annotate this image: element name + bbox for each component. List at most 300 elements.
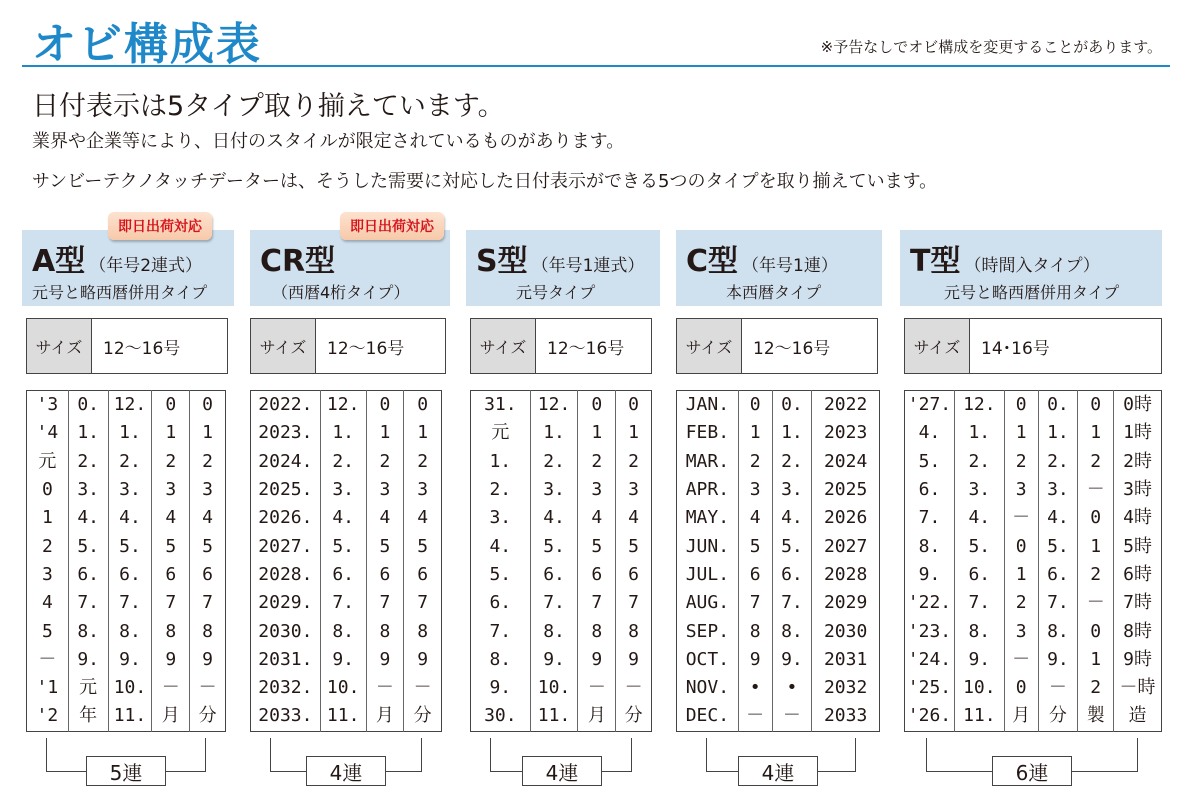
band-cell: 0 [1078,617,1114,645]
band-cell: 7 [366,589,404,617]
band-cell: 7時 [1114,589,1162,617]
band-cell: 5. [530,532,578,560]
band-cell: 2029 [812,589,880,617]
band-cell: 6. [320,561,366,589]
band-row [471,476,652,504]
band-cell: SEP. [685,620,730,642]
band-row [677,674,880,702]
band-cell: 12. [108,391,152,420]
band-cell: 4 [366,504,404,532]
band-row [471,702,652,731]
band-cell: 9. [772,646,812,674]
band-cell: 2029. [258,592,313,614]
band-cell: 4 [616,504,652,532]
band-cell: 1 [1078,419,1114,447]
band-row [251,391,442,420]
type-title-t [910,236,1100,280]
band-row [27,674,226,702]
band-cell: OCT. [685,648,730,670]
band-cell: 分 [1038,702,1078,731]
band-cell: 9時 [1114,646,1162,674]
band-cell: 月 [578,702,616,731]
band-cell: 6. [1038,561,1078,589]
band-cell: － [152,674,190,702]
band-cell: 4. [772,504,812,532]
band-cell: 3. [954,476,1004,504]
band-cell: 1 [190,419,226,447]
band-cell: '3 [36,394,59,416]
band-count-c: 4連 [738,756,818,786]
band-cell: 7 [190,589,226,617]
band-cell: 3. [68,476,108,504]
type-sub-c: 本西暦タイプ [726,283,822,302]
type-sub-cr: （西暦4桁タイプ） [272,283,410,302]
band-cell: 1 [404,419,442,447]
band-cell: 10. [530,674,578,702]
band-cell: 2023. [258,422,313,444]
band-row [677,532,880,560]
type-paren-t: （時間入タイプ） [964,256,1100,276]
band-cell: 2022. [258,394,313,416]
band-cell: 元 [38,450,57,472]
band-cell: 2 [1004,448,1038,476]
band-row [905,532,1162,560]
band-cell: 6. [530,561,578,589]
band-cell: 2. [954,448,1004,476]
type-header-cr [250,230,450,306]
band-cell: 9. [1038,646,1078,674]
band-row [251,448,442,476]
band-cell: 8. [954,617,1004,645]
band-cell: 5. [918,450,941,472]
band-row [905,617,1162,645]
band-cell: 6. [772,561,812,589]
band-cell: 2022 [812,391,880,420]
band-cell: MAR. [685,450,730,472]
band-cell: FEB. [685,422,730,444]
band-cell: 2. [68,448,108,476]
same-day-shipping-badge-cr: 即日出荷対応 [340,212,444,240]
band-cell: 年 [68,702,108,731]
band-cell: 6 [366,561,404,589]
band-row [27,589,226,617]
band-cell: 0 [152,391,190,420]
band-cell: 7. [489,620,512,642]
band-cell: 5 [190,532,226,560]
band-cell: 2. [489,479,512,501]
band-cell: 11. [954,702,1004,731]
type-title-c [686,236,838,280]
band-cell: 4 [152,504,190,532]
band-row [677,391,880,420]
band-row [677,561,880,589]
band-cell: 0 [578,391,616,420]
band-cell: 9 [152,646,190,674]
type-paren-c: （年号1連） [742,256,838,276]
band-cell: 4 [404,504,442,532]
band-cell: 0 [1004,532,1038,560]
band-row [905,561,1162,589]
band-row [677,419,880,447]
type-name-cr: CR型 [260,244,336,279]
band-cell: 3 [366,476,404,504]
band-cell: － [1004,646,1038,674]
band-cell: 2025 [812,476,880,504]
band-cell: 2 [190,448,226,476]
band-row [27,419,226,447]
band-cell: 7 [404,589,442,617]
band-row [905,702,1162,731]
band-cell: 11. [108,702,152,731]
band-cell: 8. [108,617,152,645]
band-row [251,617,442,645]
band-cell: 9 [404,646,442,674]
band-table-a [26,390,226,732]
band-row [905,504,1162,532]
size-box-a [26,318,228,374]
band-cell: － [1078,589,1114,617]
band-row [905,589,1162,617]
band-cell: 9 [366,646,404,674]
band-cell: MAY. [685,507,730,529]
band-cell: 1. [108,419,152,447]
type-title-a [32,236,202,280]
band-cell: 1 [1004,561,1038,589]
band-cell: '1 [36,677,59,699]
band-row [677,646,880,674]
intro-line-1: 業界や企業等により、日付のスタイルが限定されているものがあります。 [32,131,625,152]
band-cell: '2 [36,705,59,727]
band-cell: 9. [918,563,941,585]
band-cell: 9. [530,646,578,674]
band-cell: 8 [404,617,442,645]
band-cell: 10. [954,674,1004,702]
band-cell: • [772,674,812,702]
band-cell: 2 [1078,674,1114,702]
band-cell: 4 [738,504,772,532]
band-cell: 5時 [1114,532,1162,560]
band-cell: 9 [738,646,772,674]
band-cell: 3 [1004,617,1038,645]
band-cell: 2030 [812,617,880,645]
band-row [471,504,652,532]
band-cell: 2027 [812,532,880,560]
band-cell: 製 [1078,702,1114,731]
size-box-t [904,318,1162,374]
band-cell: 10. [108,674,152,702]
band-cell: 5. [954,532,1004,560]
band-cell: 9. [68,646,108,674]
band-cell: JAN. [685,394,730,416]
band-cell: 9 [578,646,616,674]
band-row [27,617,226,645]
band-table-c [676,390,880,732]
band-cell: 9 [616,646,652,674]
band-cell: 2023 [812,419,880,447]
band-cell: 4. [530,504,578,532]
band-cell: 2032. [258,677,313,699]
type-sub-t: 元号と略西暦併用タイプ [944,283,1120,302]
band-cell: 0 [41,479,53,501]
band-row [677,448,880,476]
band-cell: 0 [616,391,652,420]
band-count-s: 4連 [522,756,602,786]
band-row [27,532,226,560]
band-cell: － [1078,476,1114,504]
band-row [27,504,226,532]
band-cell: 9. [320,646,366,674]
band-cell: 1 [41,507,53,529]
band-cell: 2 [152,448,190,476]
band-cell: － [1038,674,1078,702]
band-cell: 2025. [258,479,313,501]
band-cell: '22. [907,592,952,614]
band-cell: 7 [616,589,652,617]
band-cell: 5. [320,532,366,560]
band-cell: 6 [190,561,226,589]
band-cell: 2 [738,448,772,476]
type-name-c: C型 [686,244,739,279]
band-cell: － [366,674,404,702]
band-cell: 2. [108,448,152,476]
band-cell: 2 [578,448,616,476]
band-row [677,702,880,731]
band-cell: 5 [578,532,616,560]
intro-line-2: サンビーテクノタッチデーターは、そうした需要に対応した日付表示ができる5つのタイプを取り揃えています。 [32,171,938,192]
band-row [677,589,880,617]
band-cell: 11. [530,702,578,731]
band-cell: － [616,674,652,702]
band-cell: 2030. [258,620,313,642]
band-cell: 0時 [1114,391,1162,420]
band-row [27,646,226,674]
band-cell: 8 [190,617,226,645]
band-cell: 分 [616,702,652,731]
band-cell: 31. [484,394,517,416]
band-cell: 2024. [258,450,313,472]
band-cell: 8. [1038,617,1078,645]
band-cell: 2031 [812,646,880,674]
band-cell: 1 [616,419,652,447]
band-cell: 6. [489,592,512,614]
band-row [27,448,226,476]
band-cell: '4 [36,422,59,444]
band-cell: 3 [190,476,226,504]
band-row [471,532,652,560]
band-cell: 2031. [258,648,313,670]
band-cell: 7 [738,589,772,617]
band-cell: 30. [484,705,517,727]
band-cell: 2 [366,448,404,476]
band-cell: 分 [404,702,442,731]
band-cell: '25. [907,677,952,699]
band-cell: 7. [320,589,366,617]
band-row [905,476,1162,504]
size-label-c: サイズ [677,319,742,373]
band-cell: 2024 [812,448,880,476]
type-name-a: A型 [32,244,86,279]
band-cell: 8. [530,617,578,645]
band-cell: 0. [1038,391,1078,420]
band-cell: 8 [738,617,772,645]
band-cell: 5 [738,532,772,560]
band-row [27,476,226,504]
band-cell: 8 [578,617,616,645]
band-cell: 4. [68,504,108,532]
band-cell: 8. [320,617,366,645]
band-cell: 5. [108,532,152,560]
band-cell: 12. [320,391,366,420]
band-cell: 4 [578,504,616,532]
band-row [27,702,226,731]
band-count-t: 6連 [992,756,1072,786]
band-cell: 9. [954,646,1004,674]
band-cell: 3 [404,476,442,504]
band-cell: 1. [954,419,1004,447]
band-cell: 元 [68,674,108,702]
band-cell: 8. [489,648,512,670]
band-cell: 4. [954,504,1004,532]
band-cell: 8時 [1114,617,1162,645]
type-header-t [900,230,1162,306]
type-sub-a: 元号と略西暦併用タイプ [32,283,208,302]
same-day-shipping-badge-a: 即日出荷対応 [108,212,212,240]
band-cell: '26. [907,705,952,727]
band-count-cr: 4連 [306,756,386,786]
size-box-c [676,318,878,374]
band-cell: 0 [190,391,226,420]
band-row [905,391,1162,420]
band-row [905,419,1162,447]
type-paren-a: （年号2連式） [89,256,203,276]
band-cell: • [738,674,772,702]
band-row [251,702,442,731]
band-cell: 月 [366,702,404,731]
page-title: オビ構成表 [32,19,262,70]
band-cell: 7. [954,589,1004,617]
band-cell: 6 [578,561,616,589]
band-cell: 1. [1038,419,1078,447]
band-cell: 0 [738,391,772,420]
type-sub-s: 元号タイプ [516,283,596,302]
band-cell: 7. [68,589,108,617]
band-cell: 7. [772,589,812,617]
band-cell: 9. [489,677,512,699]
band-cell: 5 [404,532,442,560]
band-cell: DEC. [685,705,730,727]
band-cell: 6 [738,561,772,589]
band-row [677,617,880,645]
band-cell: 4 [190,504,226,532]
size-value-a: 12～16号 [103,338,181,359]
size-box-s [470,318,652,374]
band-cell: 12. [530,391,578,420]
band-cell: 2 [41,535,53,557]
band-cell: '24. [907,648,952,670]
band-cell: 7 [152,589,190,617]
band-cell: 2 [1078,448,1114,476]
band-row [251,419,442,447]
band-cell: 7. [918,507,941,529]
band-cell: 1. [772,419,812,447]
band-cell: 1時 [1114,419,1162,447]
band-row [251,532,442,560]
type-title-cr [260,236,339,280]
band-table-t [904,390,1162,732]
band-cell: 8 [366,617,404,645]
size-value-cr: 12～16号 [327,338,405,359]
band-cell: 5. [1038,532,1078,560]
band-cell: 3 [578,476,616,504]
band-row [471,589,652,617]
band-cell: 3. [1038,476,1078,504]
band-cell: '27. [907,394,952,416]
band-cell: 1. [320,419,366,447]
band-cell: JUL. [685,563,730,585]
band-table-s [470,390,652,732]
band-cell: 8. [68,617,108,645]
band-row [471,561,652,589]
band-row [677,504,880,532]
band-cell: － [38,648,57,670]
band-cell: 7. [1038,589,1078,617]
band-row [251,561,442,589]
size-box-cr [250,318,446,374]
band-cell: 8 [616,617,652,645]
band-cell: 0 [1004,674,1038,702]
band-cell: 1. [530,419,578,447]
band-row [27,391,226,420]
band-cell: 0. [68,391,108,420]
band-cell: 2027. [258,535,313,557]
band-row [251,646,442,674]
band-cell: 6時 [1114,561,1162,589]
band-cell: 10. [320,674,366,702]
band-cell: 3時 [1114,476,1162,504]
band-cell: 2. [530,448,578,476]
band-cell: 4. [489,535,512,557]
band-cell: 1 [578,419,616,447]
band-cell: 分 [190,702,226,731]
size-label-t: サイズ [905,319,970,373]
size-value-c: 12～16号 [753,338,831,359]
band-cell: 0 [1078,504,1114,532]
band-cell: 5 [152,532,190,560]
type-paren-s: （年号1連式） [531,256,645,276]
size-value-t: 14･16号 [981,338,1050,359]
band-cell: 2026. [258,507,313,529]
band-cell: 月 [152,702,190,731]
band-cell: 3 [152,476,190,504]
band-cell: 2. [1038,448,1078,476]
band-cell: 2時 [1114,448,1162,476]
type-header-s [466,230,660,306]
band-cell: 7. [530,589,578,617]
band-cell: 6. [108,561,152,589]
band-row [471,646,652,674]
band-cell: － [772,702,812,731]
band-cell: 5 [41,620,53,642]
band-cell: 5 [616,532,652,560]
band-row [905,674,1162,702]
band-cell: 2033 [812,702,880,731]
band-cell: 1 [1078,646,1114,674]
band-cell: 1 [366,419,404,447]
size-label-s: サイズ [471,319,536,373]
band-cell: 11. [320,702,366,731]
band-cell: 6 [616,561,652,589]
band-cell: 3. [108,476,152,504]
